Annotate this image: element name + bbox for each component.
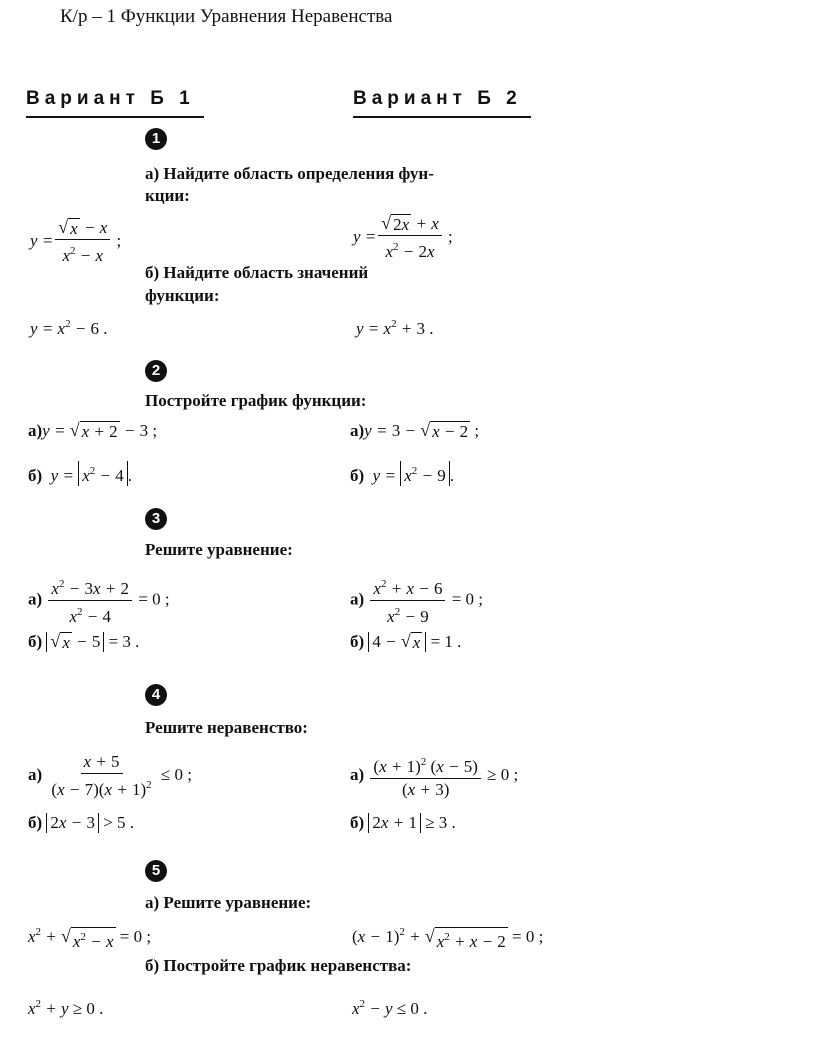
page-title: К/р – 1 Функции Уравнения Неравенства: [60, 6, 393, 27]
formula-4b-v1: б) 2x − 3 > 5 .: [28, 813, 135, 832]
formula-1b-v2: $y = x^2 + 3$ .: [356, 318, 434, 338]
formula-2b-v2: б) $y = x^2 - 9$ .: [350, 461, 454, 486]
task-1b-text: б) Найдите область значений: [145, 263, 369, 282]
item-label-a: а): [350, 589, 365, 609]
task-2-badge: 2: [145, 360, 167, 382]
task-5a-text: а) Решите уравнение:: [145, 893, 312, 912]
task-3-text: Решите уравнение:: [145, 540, 293, 559]
formula-2b-v1: б) $y = x^2 - 4$ .: [28, 461, 132, 486]
item-label-a: а): [350, 421, 365, 440]
item-label-b: б): [28, 813, 43, 832]
task-3-badge: 3: [145, 508, 167, 530]
variant-1-heading: Вариант Б 1: [26, 88, 195, 109]
item-label-b: б): [28, 632, 43, 651]
task-1a-text: а) Найдите область определения фун-: [145, 164, 434, 183]
formula-2a-v1: а)y = √ x + 2 − 3 ;: [28, 420, 158, 441]
item-label-b: б): [350, 813, 365, 832]
task-1a-text-cont: кции:: [145, 186, 190, 205]
formula-1b-v1: $y = x^2 - 6$ .: [30, 318, 108, 338]
formula-5a-v2: $(x - 1)^2$ + √ $x^2 + x - 2$ = 0 ;: [352, 926, 544, 951]
formula-3b-v2: б) 4 − √ x = 1 .: [350, 631, 462, 652]
formula-5a-v1: $x^2$ + √ $x^2 - x$ = 0 ;: [28, 926, 152, 951]
task-4-badge: 4: [145, 684, 167, 706]
formula-4b-v2: б) 2x + 1 ≥ 3 .: [350, 813, 456, 832]
item-label-b: б): [350, 466, 365, 485]
task-1b-text-cont: функции:: [145, 286, 220, 305]
task-1-badge: 1: [145, 128, 167, 150]
formula-4a-v2: а) $\frac{(x + 1)^2 (x - 5)}{(x + 3)}$ ≥ 0 ;: [350, 752, 518, 800]
task-4-text: Решите неравенство:: [145, 718, 308, 737]
item-label-a: а): [28, 764, 43, 784]
variant-2-heading: Вариант Б 2: [353, 88, 522, 109]
task-2-text: Постройте график функции:: [145, 391, 367, 410]
item-label-a: а): [350, 764, 365, 784]
formula-3b-v1: б) √ x − 5 = 3 .: [28, 631, 140, 652]
item-label-a: а): [28, 421, 43, 440]
formula-3a-v1: а) $\frac{x^2 - 3x + 2}{x^2 - 4}$ = 0 ;: [28, 574, 170, 627]
formula-5b-v1: $x^2 + y \ge 0$ .: [28, 998, 104, 1018]
variant-1-underline: [26, 116, 204, 118]
formula-1a-v2: y = √ 2x + x $x^2 - 2x$ ;: [353, 213, 453, 261]
task-5-badge: 5: [145, 860, 167, 882]
formula-3a-v2: а) $\frac{x^2 + x - 6}{x^2 - 9}$ = 0 ;: [350, 574, 483, 627]
item-label-a: а): [28, 589, 43, 609]
formula-4a-v1: а) $\frac{x + 5}{(x - 7)(x + 1)^2}$ ≤ 0 ;: [28, 752, 192, 799]
item-label-b: б): [350, 632, 365, 651]
task-5b-text: б) Постройте график неравенства:: [145, 956, 412, 975]
variant-2-underline: [353, 116, 531, 118]
formula-5b-v2: $x^2 - y \le 0$ .: [352, 998, 428, 1018]
formula-2a-v2: а)y = 3 − √ x − 2 ;: [350, 420, 480, 441]
formula-1a-v1: y = √ x − x $x^2 - x$ ;: [30, 217, 122, 265]
item-label-b: б): [28, 466, 43, 485]
